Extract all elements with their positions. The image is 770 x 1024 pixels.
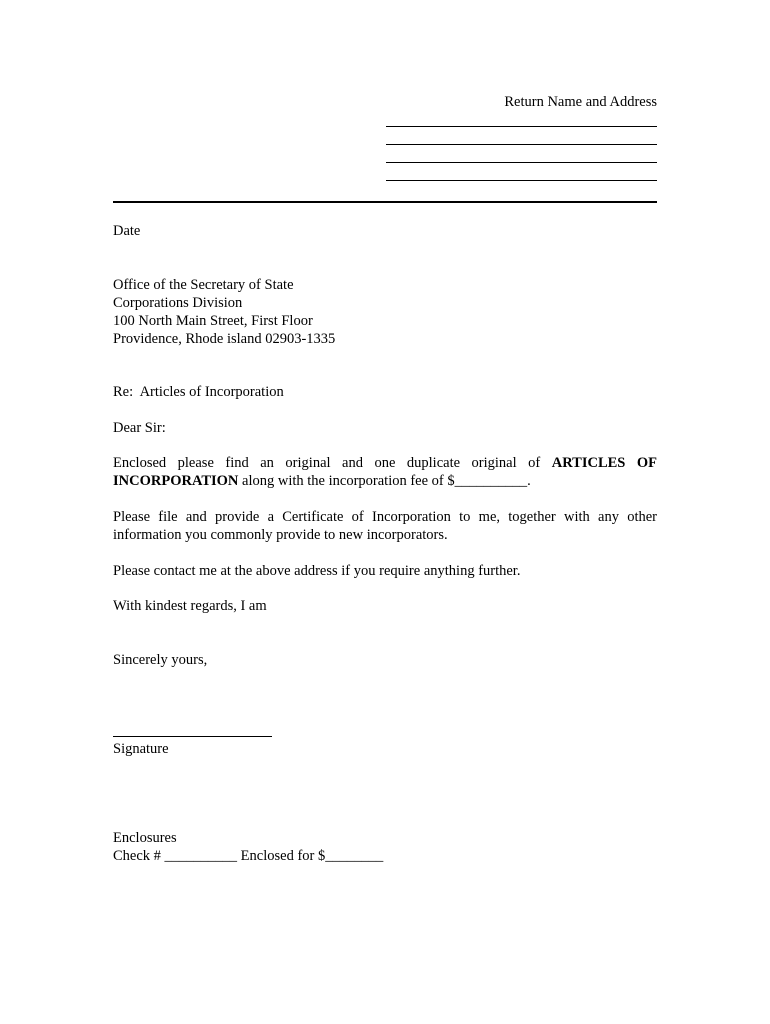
signature-line (113, 736, 272, 737)
return-address-line-3 (386, 162, 657, 163)
paragraph-enclosed-text-end: along with the incorporation fee of $__________. (238, 473, 531, 489)
paragraph-contact: Please contact me at the above address if you require anything further. (113, 563, 521, 579)
header-divider (113, 201, 657, 203)
subject-line: Re: Articles of Incorporation (113, 384, 284, 400)
recipient-line-2: Corporations Division (113, 295, 243, 311)
recipient-line-4: Providence, Rhode island 02903-1335 (113, 331, 336, 347)
paragraph-request: Please file and provide a Certificate of Incorporation to me, together with any other information you commonly provide to new incorporators. (113, 509, 657, 543)
return-address-line-4 (386, 180, 657, 181)
paragraph-regards: With kindest regards, I am (113, 598, 267, 614)
return-address-label: Return Name and Address (504, 94, 657, 110)
salutation: Dear Sir: (113, 420, 166, 436)
paragraph-enclosed (113, 454, 657, 490)
return-address-line-2 (386, 144, 657, 145)
recipient-line-3: 100 North Main Street, First Floor (113, 313, 313, 329)
enclosures-label: Enclosures (113, 830, 177, 846)
return-address-line-1 (386, 126, 657, 127)
paragraph-enclosed-text-start: Enclosed please find an original and one duplicate original of (113, 455, 552, 471)
check-enclosed-line: Check # __________ Enclosed for $________ (113, 848, 384, 864)
recipient-line-1: Office of the Secretary of State (113, 277, 294, 293)
closing: Sincerely yours, (113, 652, 208, 668)
signature-label: Signature (113, 741, 169, 757)
articles-of-incorporation-bold: ARTICLES OF INCORPORATION (113, 455, 657, 489)
date-label: Date (113, 223, 141, 239)
